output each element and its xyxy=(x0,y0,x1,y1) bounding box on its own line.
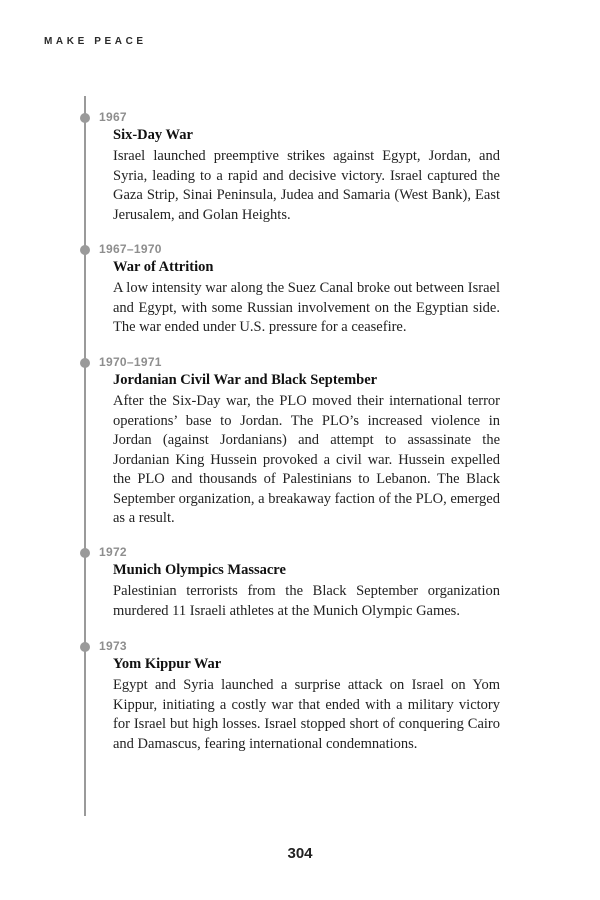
entry-body: Egypt and Syria launched a surprise attack on Israel on Yom Kippur, initiating a costly war that ended with a military victory for Israel but high losses. Israel stopped short of conquering Cairo and Damascus, fearing international condemnations. xyxy=(113,677,500,752)
entry-year: 1970–1971 xyxy=(99,355,162,369)
entry-year: 1973 xyxy=(99,639,127,653)
entry-year: 1967 xyxy=(99,110,127,124)
timeline-line xyxy=(84,96,86,816)
entry-body: After the Six-Day war, the PLO moved their international terror operations’ base to Jordan. The PLO’s increased violence in Jordan (against Jordanians) and attempt to assassinate the Jordanian King Hussein provoked a civil war. Hussein expelled the PLO and thousands of Palestinians to Lebanon. The Black September organization, a breakaway faction of the PLO, emerged as a result. xyxy=(113,393,500,526)
entry-title: Six-Day War xyxy=(113,127,193,143)
entry-title: War of Attrition xyxy=(113,259,214,275)
running-head: MAKE PEACE xyxy=(44,36,147,47)
entry-body: Israel launched preemptive strikes against Egypt, Jordan, and Syria, leading to a rapid and decisive victory. Israel captured the Gaza Strip, Sinai Peninsula, Judea and Samaria (West Bank), East Jerusalem, and Golan Heights. xyxy=(113,148,500,223)
page-number: 304 xyxy=(287,845,313,862)
entry-body: Palestinian terrorists from the Black September organization murdered 11 Israeli athletes at the Munich Olympic Games. xyxy=(113,583,500,619)
entry-title: Yom Kippur War xyxy=(113,656,222,672)
entry-year: 1967–1970 xyxy=(99,242,162,256)
entry-title: Munich Olympics Massacre xyxy=(113,562,286,578)
entry-title: Jordanian Civil War and Black September xyxy=(113,372,378,388)
entry-year: 1972 xyxy=(99,545,127,559)
timeline-dot xyxy=(80,548,90,558)
entry-body: A low intensity war along the Suez Canal broke out between Israel and Egypt, with some Russian involvement on the Egyptian side. The war ended under U.S. pressure for a ceasefire. xyxy=(113,280,500,335)
timeline-dot xyxy=(80,245,90,255)
timeline-dot xyxy=(80,113,90,123)
timeline-dot xyxy=(80,642,90,652)
timeline-dot xyxy=(80,358,90,368)
